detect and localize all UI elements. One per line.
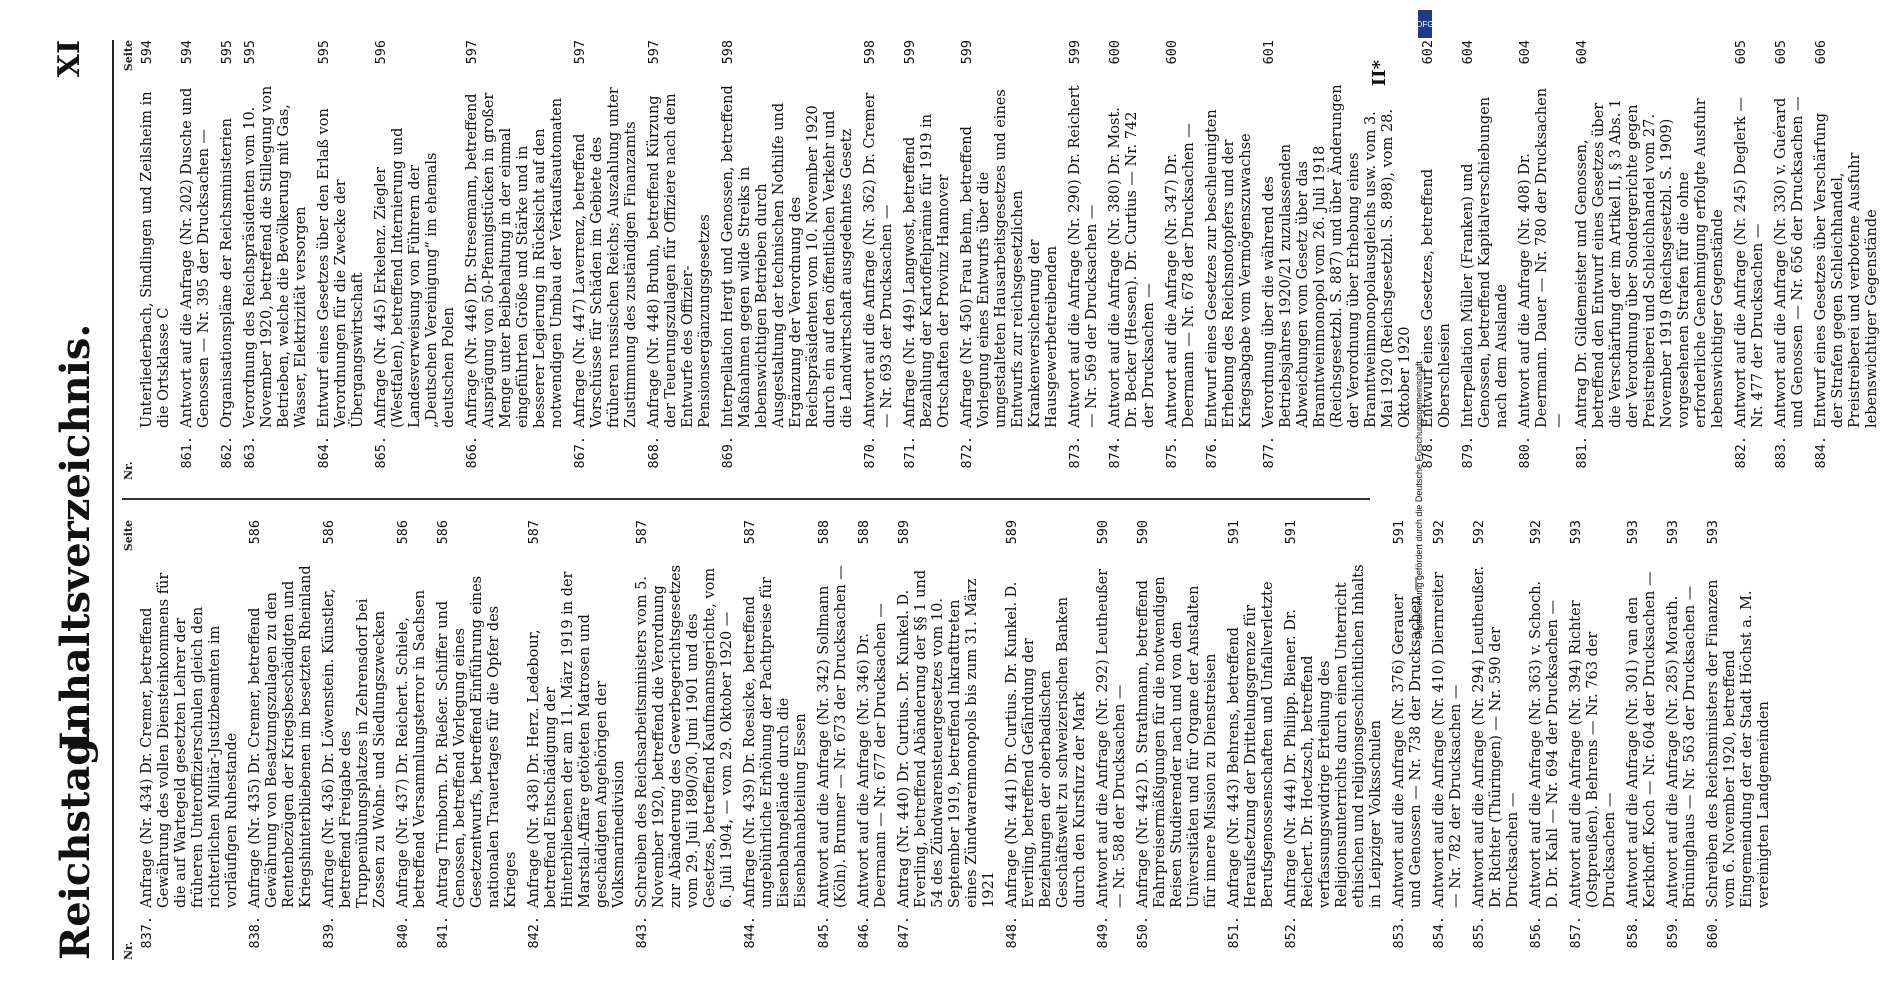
toc-entry [1107,40,1158,480]
toc-entry [1095,520,1129,960]
entry-number: 844. [742,916,758,949]
entry-page: 587 [742,520,758,545]
entry-text: Schreiben des Reichsministers der Finanzen vom 6. November 1920, betreffend Eingemeindung der der Stadt Höchst a. M. vereinigten Landgemeinden [1705,579,1772,908]
header-title: Inhaltsverzeichnis. [52,323,99,750]
toc-entry [435,520,520,960]
entry-number: 877. [1261,436,1277,469]
entry-number: 881. [1574,436,1590,469]
entry-text: Antwort auf die Anfrage (Nr. 376) Gerauer und Genossen — Nr. 738 der Drucksachen — [1391,576,1424,908]
entry-number: 848. [1004,916,1020,949]
entry-text: Unterliederbach, Sindlingen und Zeilsheim in die Ortsklasse C [139,91,172,428]
entry-number: 868. [646,436,662,469]
entry-text: Anfrage (Nr. 448) Bruhn, betreffend Kürzung der Teuerungszulagen für Offiziere nach dem Entwurfe des Offizier-Pensionsergänzungsgesetzes [646,93,713,428]
toc-entry [572,40,640,480]
toc-entry [856,520,890,960]
entry-number: 884. [1813,436,1829,469]
entry-number: 874. [1107,436,1123,469]
toc-entry [1431,520,1465,960]
entry-number: 871. [902,436,918,469]
entry-text: Anfrage (Nr. 438) Dr. Herz. Ledebour, betreffend Entschädigung der Hinterbliebenen der am 11. März 1919 in der Marstall-Affäre getöteten Matrosen und geschädigten Angehörigen der Volksmarinedivision [526,571,627,908]
entry-text: Anfrage (Nr. 445) Erkelenz. Ziegler (Westfalen), betreffend Internierung und Landesverweisung von Führern der „Deutschen Vereinigung“ im ehemals deutschen Polen [373,127,457,428]
entry-text: Antwort auf die Anfrage (Nr. 202) Dusche und Genossen — Nr. 395 der Drucksachen — [179,87,212,428]
entry-number: 861. [179,436,195,469]
entry-page: 600 [1164,40,1180,65]
entry-number: 865. [373,436,389,469]
entry-number: 856. [1528,916,1544,949]
entry-text: Interpellation Hergt und Genossen, betreffend Maßnahmen gegen wilde Streiks in lebenswichtigen Betrieben durch Ausgestaltung der technischen Nothilfe und Ergänzung der Verordnung des Reichspräsidenten vom 10. November 1920 durch ein auf den öffentlichen Verkehr und die Landwirtschaft ausgedehntes Gesetz [720,85,855,428]
column-head-number-label: Nr. [122,941,135,960]
column-head-page-label: Seite [122,520,135,552]
toc-entry [1204,40,1255,480]
toc-entry [1226,520,1277,960]
toc-entry [139,40,173,480]
entry-page: 596 [373,40,389,65]
entry-number: 858. [1625,916,1641,949]
dfg-logo: DFG [1418,10,1432,38]
toc-entry [464,40,566,480]
toc-entry [1517,40,1568,480]
entry-text: Antwort auf die Anfrage (Nr. 330) v. Guérard und Genossen — Nr. 656 der Drucksachen — [1773,96,1806,428]
entry-text: Anfrage (Nr. 441) Dr. Curtius. Dr. Kunkel. D. Everling, betreffend Gefährdung der Beziehungen der oberbadischen Geschäftswelt zu schweizerischen Banken durch den Kursfurz der Mark [1004,581,1088,908]
toc-entry [742,520,810,960]
entry-text: Antwort auf die Anfrage (Nr. 394) Richter (Ostpreußen). Behrens — Nr. 763 der Drucksachen — [1568,600,1618,908]
entry-number: 845. [816,916,832,949]
entry-page: 597 [464,40,480,65]
entry-page: 586 [247,520,263,545]
toc-entry [139,520,241,960]
toc-entry [316,40,367,480]
entry-number: 867. [572,436,588,469]
entry-text: Antwort auf die Anfrage (Nr. 342) Sollmann (Köln). Brunner — Nr. 673 der Drucksachen — [816,565,849,908]
entry-number: 854. [1431,916,1447,949]
entry-number: 850. [1135,916,1151,949]
column-head [122,40,135,480]
toc-entry [959,40,1061,480]
digitization-note-text: Digitalisierung gefördert durch die Deutsche Forschungsgemeinschaft [1414,360,1424,640]
entry-page: 592 [1528,520,1544,545]
toc-entry [1471,520,1522,960]
entry-page: 591 [1283,520,1299,545]
entry-number: 853. [1391,916,1407,949]
entry-text: Antwort auf die Anfrage (Nr. 290) Dr. Reichert — Nr. 569 der Drucksachen — [1067,85,1100,428]
column-head [122,520,135,960]
entry-number: 864. [316,436,332,469]
entry-text: Antwort auf die Anfrage (Nr. 245) Deglerk — Nr. 477 der Drucksachen — [1733,97,1766,428]
signature-mark: II* [1369,60,1390,87]
toc-entry [395,520,429,960]
column-head-page-label: Seite [122,40,135,72]
entry-page: 587 [634,520,650,545]
entry-page: 600 [1107,40,1123,65]
entry-number: 883. [1773,436,1789,469]
toc-entry [247,520,315,960]
entry-number: 851. [1226,916,1242,949]
digitization-note [1414,10,1430,990]
entry-text: Anfrage (Nr. 447) Laverrenz, betreffend Vorschüsse für Schäden im Gebiete des früheren russischen Reichs; Auszahlung unter Zustimmung des zuständigen Finanzamts [572,87,639,428]
entry-number: 859. [1665,916,1681,949]
entry-number: 880. [1517,436,1533,469]
entry-page: 588 [856,520,872,545]
entry-page: 606 [1813,40,1829,65]
entry-text: Verordnung über die während des Betriebsjahres 1920/21 zuzulassenden Abweichungen vom Gesetz über das Branntweinmonopol vom 26. Juli 1918 (Reichsgesetzbl. S. 887) und über Änderungen der Verordnung über Erhebung eines Branntweinmonopolausgleichs usw. vom 3. Mai 1920 (Reichsgesetzbl. S. 898), vom 28. Oktober 1920 [1261,84,1413,428]
toc-entry [179,40,213,480]
entry-number: 842. [526,916,542,949]
entry-text: Antwort auf die Anfrage (Nr. 410) Diernreiter — Nr. 782 der Drucksachen — [1431,572,1464,908]
entry-page: 595 [219,40,235,65]
header-rule [112,40,114,960]
entry-page: 605 [1733,40,1749,65]
entry-number: 843. [634,916,650,949]
toc-entry [720,40,856,480]
toc-entry [1261,40,1414,480]
entry-number: 849. [1095,916,1111,949]
entry-text: Entwurf eines Gesetzes, betreffend Oberschlesien [1420,168,1453,428]
toc-entry [1460,40,1511,480]
entry-text: Antwort auf die Anfrage (Nr. 347) Dr. Deermann — Nr. 678 der Drucksachen — [1164,123,1197,428]
entry-number: 873. [1067,436,1083,469]
entry-text: Anfrage (Nr. 436) Dr. Löwenstein. Künstler, betreffend Freigabe des Truppenübungsplatzes in Zehrensdorf bei Zossen zu Wohn- und Siedlungszwecken [321,588,388,908]
entry-number: 876. [1204,436,1220,469]
entry-number: 855. [1471,916,1487,949]
entry-number: 838. [247,916,263,949]
entry-text: Antrag Trimborn. Dr. Rießer. Schiffer und Genossen, betreffend Vorlegung eines Gesetzentwurfs, betreffend Einführung eines nationalen Trauertages für die Opfer des Krieges [435,575,519,908]
toc-entry [1813,40,1881,480]
toc-entry [1733,40,1767,480]
entry-number: 837. [139,916,155,949]
entry-page: 593 [1705,520,1721,545]
entry-text: Antrag (Nr. 440) Dr. Curtius. Dr. Kunkel. D. Everling, betreffend Abänderung der §§ 1 und 54 des Zündwarensteuergesetzes vom 10. September 1919, betreffend Inkrafttreten eines Zündwarenmonopols bis zum 31. März 1921 [896,569,997,908]
entry-number: 862. [219,436,235,469]
entry-page: 593 [1568,520,1584,545]
entry-page: 591 [1226,520,1242,545]
entry-number: 847. [896,916,912,949]
entry-page: 592 [1471,520,1487,545]
entry-text: Antwort auf die Anfrage (Nr. 294) Leutheußer. Dr. Richter (Thüringen) — Nr. 590 der Drucksachen — [1471,565,1521,908]
column-divider [122,498,1370,500]
entry-text: Antwort auf die Anfrage (Nr. 362) Dr. Cremer — Nr. 693 der Drucksachen — [862,92,895,428]
toc-entry [321,520,389,960]
entry-number: 878. [1420,436,1436,469]
entry-page: 591 [1391,520,1407,545]
header-reichstag: Reichstag. [52,723,99,960]
entry-text: Anfrage (Nr. 434) Dr. Cremer, betreffend Gewährung des vollen Diensteinkommens für die auf Wartegeld gesetzten Lehrer der früheren Unteroffizierschulen gleich den richterlichen Militär-Justizbeamten im vorläufigen Ruhestande [139,572,240,908]
entry-page: 594 [179,40,195,65]
entry-text: Entwurf eines Gesetzes zur beschleunigten Erhebung des Reichsnotopfers und der Kriegsabgabe vom Vermögenszuwachse [1204,109,1254,428]
entry-page: 597 [646,40,662,65]
toc-entry [1625,520,1659,960]
entry-number: 841. [435,916,451,949]
entry-text: Antwort auf die Anfrage (Nr. 292) Leutheußer — Nr. 588 der Drucksachen — [1095,568,1128,908]
entry-text: Interpellation Müller (Franken) und Genossen, betreffend Kapitalverschiebungen nach dem Auslande [1460,96,1510,428]
toc-entry [219,40,236,480]
entry-text: Anfrage (Nr. 443) Behrens, betreffend Heraufsetzung der Drittelungsgrenze für Berufsgenossenschaften und Unfallverletzte [1226,581,1276,908]
entry-text: Antrag Dr. Gildemeister und Genossen, betreffend den Entwurf eines Gesetzes über die Verschärfung der im Artikel II, § 3 Abs. 1 der Verordnung über Sondergerichte gegen Preistreiberei und Schleichhandel vom 27. November 1919 (Reichsgesetzbl. S. 1909) vorgesehenen Strafen für die ohne erforderliche Genehmigung erfolgte Ausfuhr lebenswichtiger Gegenstände [1574,98,1726,428]
entry-text: Schreiben des Reichsarbeitsministers vom 5. November 1920, betreffend die Verordnung zur Abänderung des Gewerbegerichtsgesetzes vom 29. Juli 1890/30. Juni 1901 und des Gesetzes, betreffend Kaufmannsgerichte, vom 6. Juli 1904, — vom 29. Oktober 1920 — [634,564,735,908]
entry-number: 839. [321,916,337,949]
entry-text: Verordnung des Reichspräsidenten vom 10. November 1920, betreffend die Stillegung von Betrieben, welche die Bevölkerung mit Gas, Wasser, Elektrizität versorgen [242,85,309,428]
toc-entry [634,520,736,960]
entry-text: Anfrage (Nr. 442) D. Strathmann, betreffend Fahrpreisermäßigungen für die notwendigen Reisen Studierender nach und von den Universitäten und für Organe der Anstalten für innere Mission zu Dienstreisen [1135,576,1219,908]
toc-entry [242,40,310,480]
entry-page: 604 [1574,40,1590,65]
entry-page: 599 [902,40,918,65]
toc-entry [1665,520,1699,960]
entry-text: Antwort auf die Anfrage (Nr. 285) Morath. Brüninghaus — Nr. 563 der Drucksachen — [1665,585,1698,908]
toc-entry [1135,520,1220,960]
entry-page: 586 [435,520,451,545]
entry-page: 597 [572,40,588,65]
entry-page: 599 [1067,40,1083,65]
entry-page: 593 [1625,520,1641,545]
entry-text: Anfrage (Nr. 437) Dr. Reichert. Schiele, betreffend Versammlungsterror in Sachsen [395,589,428,908]
entry-page: 605 [1773,40,1789,65]
entry-page: 595 [242,40,258,65]
entry-page: 586 [321,520,337,545]
toc-entry [1773,40,1807,480]
entry-page: 592 [1431,520,1447,545]
entry-page: 602 [1420,40,1436,65]
entry-text: Anfrage (Nr. 435) Dr. Cremer, betreffend Gewährung von Besatzungszulagen zu den Rentenbezügen der Kriegsbeschädigten und Kriegshinterbliebenen im besetzten Rheinland [247,565,314,908]
entry-page: 590 [1095,520,1111,545]
entry-text: Anfrage (Nr. 444) Dr. Philipp. Biener. Dr. Reichert. Dr. Hoetzsch, betreffend verfassungswidrige Erteilung des Religionsunterrichts durch einen Unterricht ethischen und religionsgeschichtlichen Inhalts in Leipziger Volksschulen [1283,564,1384,908]
column-right [122,40,1880,480]
entry-number: 866. [464,436,480,469]
entry-text: Antwort auf die Anfrage (Nr. 301) van den Kerkhoff. Koch — Nr. 604 der Drucksachen — [1625,571,1658,908]
header-page-number: XI [52,40,87,78]
toc-entry [1164,40,1198,480]
toc-entry [862,40,896,480]
entry-text: Anfrage (Nr. 439) Dr. Roesicke, betreffend ungebührliche Erhöhung der Pachtpreise für Eisenbahngelände durch die Eisenbahnabteilung Essen [742,577,809,908]
toc-entry [646,40,714,480]
entry-page: 586 [395,520,411,545]
toc-entry [896,520,998,960]
toc-entry [816,520,850,960]
entry-number: 846. [856,916,872,949]
entry-text: Antwort auf die Anfrage (Nr. 346) Dr. Deermann — Nr. 677 der Drucksachen — [856,603,889,908]
entry-page: 588 [816,520,832,545]
entry-number: 869. [720,436,736,469]
toc-entry [373,40,458,480]
entry-text: Antwort auf die Anfrage (Nr. 408) Dr. Deermann. Dauer — Nr. 780 der Drucksachen — [1517,87,1567,428]
entry-number: 857. [1568,916,1584,949]
toc-entry [1067,40,1101,480]
toc-entry [1574,40,1727,480]
entry-page: 587 [526,520,542,545]
entry-page: 589 [896,520,912,545]
entry-page: 604 [1460,40,1476,65]
entry-number: 852. [1283,916,1299,949]
entry-text: Entwurf eines Gesetzes über den Erlaß von Verordnungen für die Zwecke der Übergangswirtschaft [316,108,366,428]
toc-entry [1283,520,1385,960]
entry-text: Anfrage (Nr. 446) Dr. Stresemann, betreffend Ausprägung von 50-Pfennigstücken in großer Menge unter Beibehaltung in der einmal eingeführten Größe und Stärke und in besserer Legierung in Rücksicht auf den notwendigen Umbau der Verkaufsautomaten [464,92,565,428]
entry-text: Anfrage (Nr. 450) Frau Behm, betreffend Vorlegung eines Entwurfs über die umgestalteten Hausarbeitsgesetzes und eines Entwurfs zur reichsgesetzlichen Krankenversicherung der Hausgewerbetreibenden [959,89,1060,428]
toc-entry [1004,520,1089,960]
entry-number: 863. [242,436,258,469]
entry-text: Organisationspläne der Reichsministerien [219,117,235,428]
entry-page: 601 [1261,40,1277,65]
entry-number: 875. [1164,436,1180,469]
entry-number: 882. [1733,436,1749,469]
entry-page: 599 [959,40,975,65]
entry-text: Anfrage (Nr. 449) Langwost, betreffend Bezahlung der Kartoffelprämie für 1919 in Ortschaften der Provinz Hannover [902,113,952,428]
column-left [122,520,1772,960]
toc-entry [1705,520,1773,960]
toc-entry [902,40,953,480]
entry-number: 872. [959,436,975,469]
entry-page: 598 [720,40,736,65]
entry-text: Antwort auf die Anfrage (Nr. 380) Dr. Most. Dr. Becker (Hessen). Dr. Curtius — Nr. 742 der Drucksachen — [1107,107,1157,428]
toc-entry [1568,520,1619,960]
entry-number: 860. [1705,916,1721,949]
entry-number: 879. [1460,436,1476,469]
entry-page: 590 [1135,520,1151,545]
entry-page: 589 [1004,520,1020,545]
entry-page: 593 [1665,520,1681,545]
toc-entry [1528,520,1562,960]
entry-number: 840. [395,916,411,949]
entry-page: 598 [862,40,878,65]
column-head-number-label: Nr. [122,461,135,480]
entry-number: 870. [862,436,878,469]
entry-page: 595 [316,40,332,65]
entry-text: Entwurf eines Gesetzes über Verschärfung der Strafen gegen Schleichhandel, Preistreiberei und verbotene Ausfuhr lebenswichtiger Gegenstände [1813,112,1880,428]
page-header [52,40,112,960]
entry-text: Antwort auf die Anfrage (Nr. 363) v. Schoch. D. Dr. Kahl — Nr. 694 der Drucksachen — [1528,580,1561,908]
entry-page: 594 [139,40,155,65]
entry-page: 604 [1517,40,1533,65]
toc-entry [526,520,628,960]
